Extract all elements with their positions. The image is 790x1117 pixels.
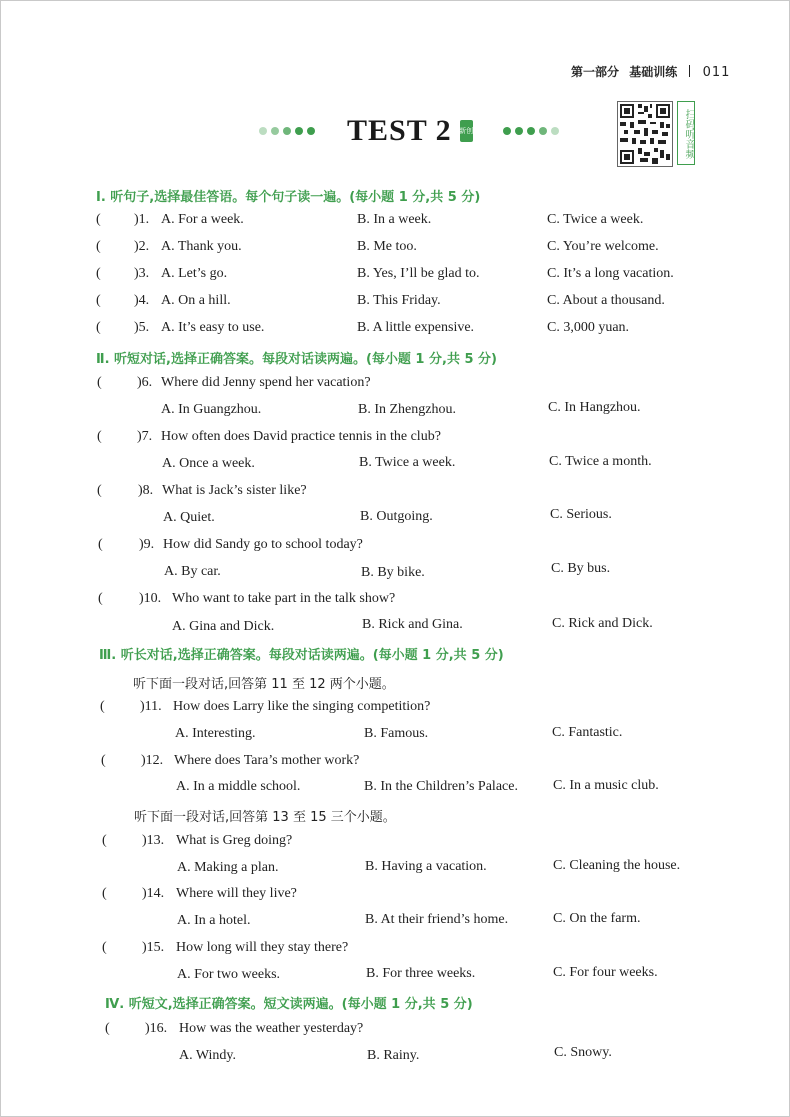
question-stem: How does Larry like the singing competition? xyxy=(173,699,431,714)
option-c: C. For four weeks. xyxy=(553,965,658,980)
option-b: B. A little expensive. xyxy=(357,320,475,335)
option-c: C. 3,000 yuan. xyxy=(547,320,630,335)
question-number: )9. xyxy=(139,537,155,552)
question-number: )12. xyxy=(141,753,164,768)
question-number: )14. xyxy=(142,886,165,901)
option-c: C. It’s a long vacation. xyxy=(547,266,674,281)
option-a: A. Gina and Dick. xyxy=(172,619,275,634)
option-b: B. In the Children’s Palace. xyxy=(364,779,518,794)
section-heading-3: Ⅲ. 听长对话,选择正确答案。每段对话读两遍。(每小题 1 分,共 5 分) xyxy=(99,648,504,663)
option-c: C. Twice a month. xyxy=(549,454,652,469)
answer-bracket[interactable]: ( xyxy=(101,753,106,768)
answer-bracket[interactable]: ( xyxy=(96,320,101,335)
question-stem: What is Greg doing? xyxy=(176,833,293,848)
option-c: C. Serious. xyxy=(550,507,612,522)
option-b: B. Rick and Gina. xyxy=(362,617,463,632)
question-stem: Where does Tara’s mother work? xyxy=(174,753,360,768)
question-number: )1. xyxy=(134,212,150,227)
question-stem: How did Sandy go to school today? xyxy=(163,537,363,552)
page-number: 011 xyxy=(702,65,731,80)
option-a: A. Interesting. xyxy=(175,726,256,741)
option-c: C. Twice a week. xyxy=(547,212,644,227)
option-c: C. Cleaning the house. xyxy=(553,858,681,873)
question-stem: How was the weather yesterday? xyxy=(179,1021,364,1036)
option-b: B. This Friday. xyxy=(357,293,441,308)
section-label: 基础训练 xyxy=(629,65,678,79)
answer-bracket[interactable]: ( xyxy=(96,293,101,308)
instruction-text: 听下面一段对话,回答第 11 至 12 两个小题。 xyxy=(133,677,395,692)
section-heading-4: Ⅳ. 听短文,选择正确答案。短文读两遍。(每小题 1 分,共 5 分) xyxy=(105,997,473,1012)
question-number: )2. xyxy=(134,239,150,254)
option-c: C. Snowy. xyxy=(554,1045,612,1060)
answer-bracket[interactable]: ( xyxy=(105,1021,110,1036)
decorative-dots-right xyxy=(503,127,559,135)
answer-bracket[interactable]: ( xyxy=(100,699,105,714)
question-stem: What is Jack’s sister like? xyxy=(162,483,307,498)
title-row xyxy=(259,113,559,149)
option-c: C. On the farm. xyxy=(553,911,641,926)
option-a: A. Making a plan. xyxy=(177,860,279,875)
question-number: )15. xyxy=(142,940,165,955)
option-c: C. Fantastic. xyxy=(552,725,623,740)
test-title: TEST 2 xyxy=(347,114,452,147)
option-c: C. Rick and Dick. xyxy=(552,616,653,631)
option-b: B. Outgoing. xyxy=(360,509,433,524)
option-c: C. In a music club. xyxy=(553,778,659,793)
answer-bracket[interactable]: ( xyxy=(96,266,101,281)
header-divider xyxy=(689,65,690,77)
option-b: B. Having a vacation. xyxy=(365,859,487,874)
option-c: C. In Hangzhou. xyxy=(548,400,641,415)
answer-bracket[interactable]: ( xyxy=(102,940,107,955)
question-number: )4. xyxy=(134,293,150,308)
answer-bracket[interactable]: ( xyxy=(98,537,103,552)
question-number: )5. xyxy=(134,320,150,335)
option-a: A. Windy. xyxy=(179,1048,236,1063)
option-b: B. At their friend’s home. xyxy=(365,912,509,927)
section-heading-1: Ⅰ. 听句子,选择最佳答语。每个句子读一遍。(每小题 1 分,共 5 分) xyxy=(96,190,481,205)
option-a: A. For two weeks. xyxy=(177,967,281,982)
option-a: A. By car. xyxy=(164,564,221,579)
question-number: )7. xyxy=(137,429,153,444)
answer-bracket[interactable]: ( xyxy=(97,483,102,498)
option-a: A. In a middle school. xyxy=(176,779,301,794)
running-head xyxy=(571,63,730,80)
instruction-text: 听下面一段对话,回答第 13 至 15 三个小题。 xyxy=(134,810,396,825)
option-b: B. Me too. xyxy=(357,239,417,254)
question-stem: How often does David practice tennis in the club? xyxy=(161,429,441,444)
option-a: A. Quiet. xyxy=(163,510,215,525)
option-b: B. Rainy. xyxy=(367,1048,420,1063)
option-c: C. By bus. xyxy=(551,561,611,576)
question-number: )16. xyxy=(145,1021,168,1036)
answer-bracket[interactable]: ( xyxy=(98,591,103,606)
option-a: A. Thank you. xyxy=(161,239,242,254)
option-a: A. In Guangzhou. xyxy=(161,402,262,417)
question-number: )11. xyxy=(140,699,162,714)
decorative-dots-left xyxy=(259,127,315,135)
option-c: C. You’re welcome. xyxy=(547,239,659,254)
part-label: 第一部分 xyxy=(571,65,620,79)
question-number: )8. xyxy=(138,483,154,498)
answer-bracket[interactable]: ( xyxy=(102,886,107,901)
option-b: B. In Zhengzhou. xyxy=(358,402,456,417)
answer-bracket[interactable]: ( xyxy=(97,429,102,444)
option-c: C. About a thousand. xyxy=(547,293,665,308)
answer-bracket[interactable]: ( xyxy=(96,239,101,254)
question-stem: Where will they live? xyxy=(176,886,297,901)
question-stem: Who want to take part in the talk show? xyxy=(172,591,396,606)
option-b: B. By bike. xyxy=(361,565,425,580)
question-number: )10. xyxy=(139,591,162,606)
option-a: A. Once a week. xyxy=(162,456,255,471)
answer-bracket[interactable]: ( xyxy=(97,375,102,390)
option-a: A. On a hill. xyxy=(161,293,231,308)
answer-bracket[interactable]: ( xyxy=(102,833,107,848)
option-b: B. Famous. xyxy=(364,726,429,741)
option-b: B. Yes, I’ll be glad to. xyxy=(357,266,480,281)
section-heading-2: Ⅱ. 听短对话,选择正确答案。每段对话读两遍。(每小题 1 分,共 5 分) xyxy=(96,352,497,367)
qr-code-icon[interactable] xyxy=(617,101,673,167)
question-stem: Where did Jenny spend her vacation? xyxy=(161,375,371,390)
option-a: A. It’s easy to use. xyxy=(161,320,265,335)
option-a: A. In a hotel. xyxy=(177,913,251,928)
option-b: B. For three weeks. xyxy=(366,966,476,981)
question-number: )13. xyxy=(142,833,165,848)
question-number: )6. xyxy=(137,375,153,390)
option-a: A. For a week. xyxy=(161,212,244,227)
option-b: B. Twice a week. xyxy=(359,455,456,470)
answer-bracket[interactable]: ( xyxy=(96,212,101,227)
option-a: A. Let’s go. xyxy=(161,266,228,281)
qr-label: 扫码听音频 xyxy=(677,101,695,165)
option-b: B. In a week. xyxy=(357,212,432,227)
question-number: )3. xyxy=(134,266,150,281)
new-badge: 新创 xyxy=(460,120,473,142)
question-stem: How long will they stay there? xyxy=(176,940,349,955)
